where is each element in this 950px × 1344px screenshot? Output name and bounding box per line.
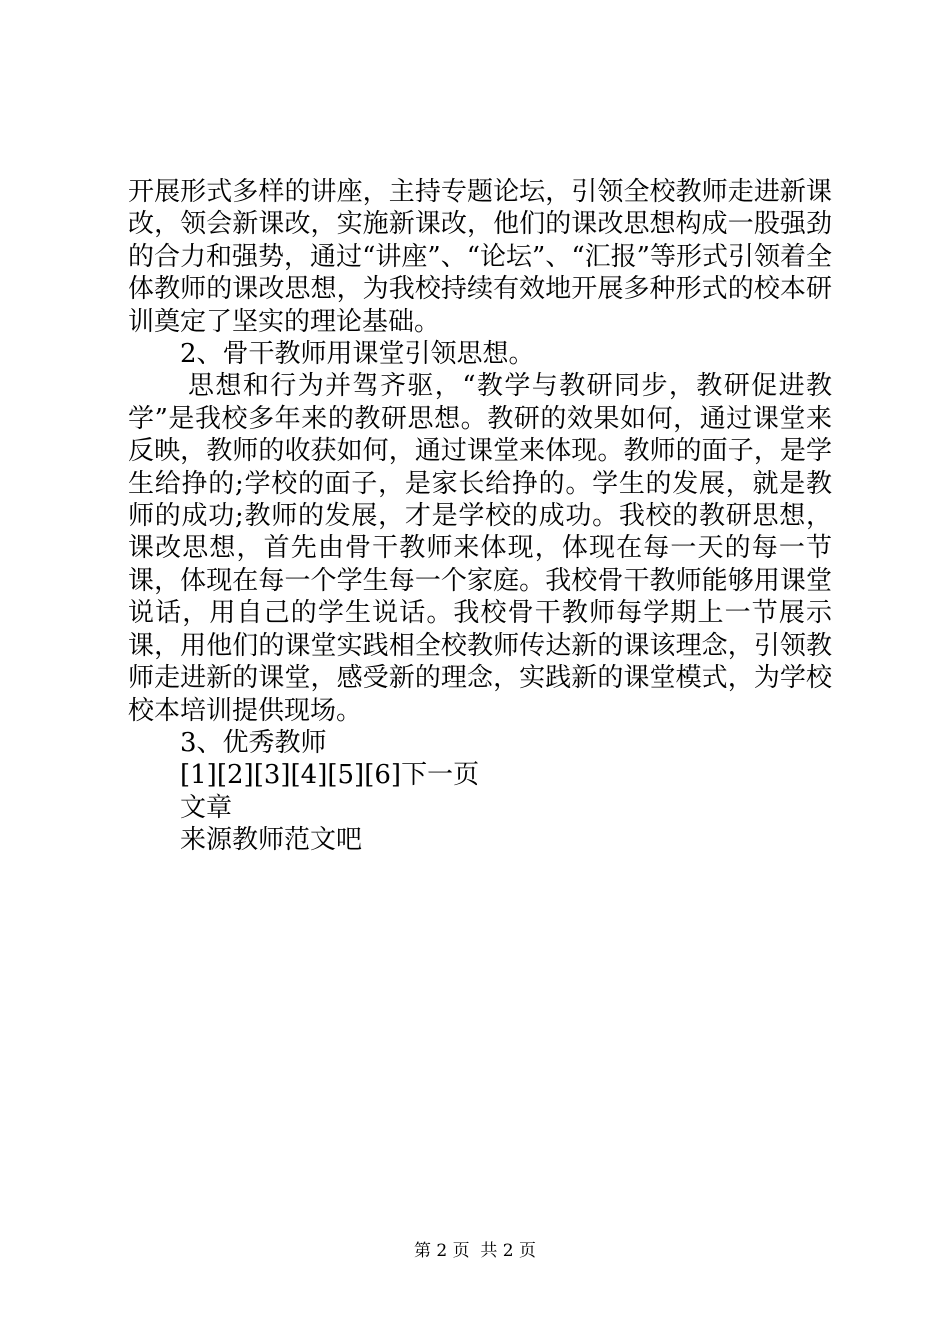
next-page-link[interactable]: 下一页	[401, 760, 480, 791]
page-link-3[interactable]: [3]	[253, 760, 291, 791]
page-link-5[interactable]: [5]	[327, 760, 365, 791]
source-line-site: 来源教师范文吧	[180, 825, 363, 856]
document-body	[128, 176, 832, 857]
page-link-1[interactable]: [1]	[180, 760, 217, 791]
section-heading-3: 3、优秀教师	[180, 727, 327, 758]
page-link-4[interactable]: [4]	[290, 760, 328, 791]
page-link-6[interactable]: [6]	[364, 760, 402, 791]
source-line-article: 文章	[180, 792, 233, 823]
page-number-label: 第 2 页 共 2 页	[413, 1241, 537, 1261]
paragraph-lecture-forum: 开展形式多样的讲座，主持专题论坛，引领全校教师走进新课改，领会新课改，实施新课改，他们的课改思想构成一股强劲的合力和强势，通过“讲座”、“论坛”、“汇报”等形式引领着全体教师的课改思想，为我校持续有效地开展多种形式的校本研训奠定了坚实的理论基础。	[128, 177, 832, 337]
pagination	[128, 759, 832, 791]
section-heading-2: 2、骨干教师用课堂引领思想。	[180, 339, 535, 370]
page-link-2[interactable]: [2]	[216, 760, 254, 791]
paragraph-classroom-thinking: 思想和行为并驾齐驱，“教学与教研同步，教研促进教学”是我校多年来的教研思想。教研的效果如何，通过课堂来反映，教师的收获如何，通过课堂来体现。教师的面子，是学生给挣的;学校的面子，是家长给挣的。学生的发展，就是教师的成功;教师的发展，才是学校的成功。我校的教研思想，课改思想，首先由骨干教师来体现，体现在每一天的每一节课，体现在每一个学生每一个家庭。我校骨干教师能够用课堂说话，用自己的学生说话。我校骨干教师每学期上一节展示课，用他们的课堂实践相全校教师传达新的课该理念，引领教师走进新的课堂，感受新的理念，实践新的课堂模式，为学校校本培训提供现场。	[128, 371, 832, 726]
page-footer	[0, 1240, 950, 1262]
